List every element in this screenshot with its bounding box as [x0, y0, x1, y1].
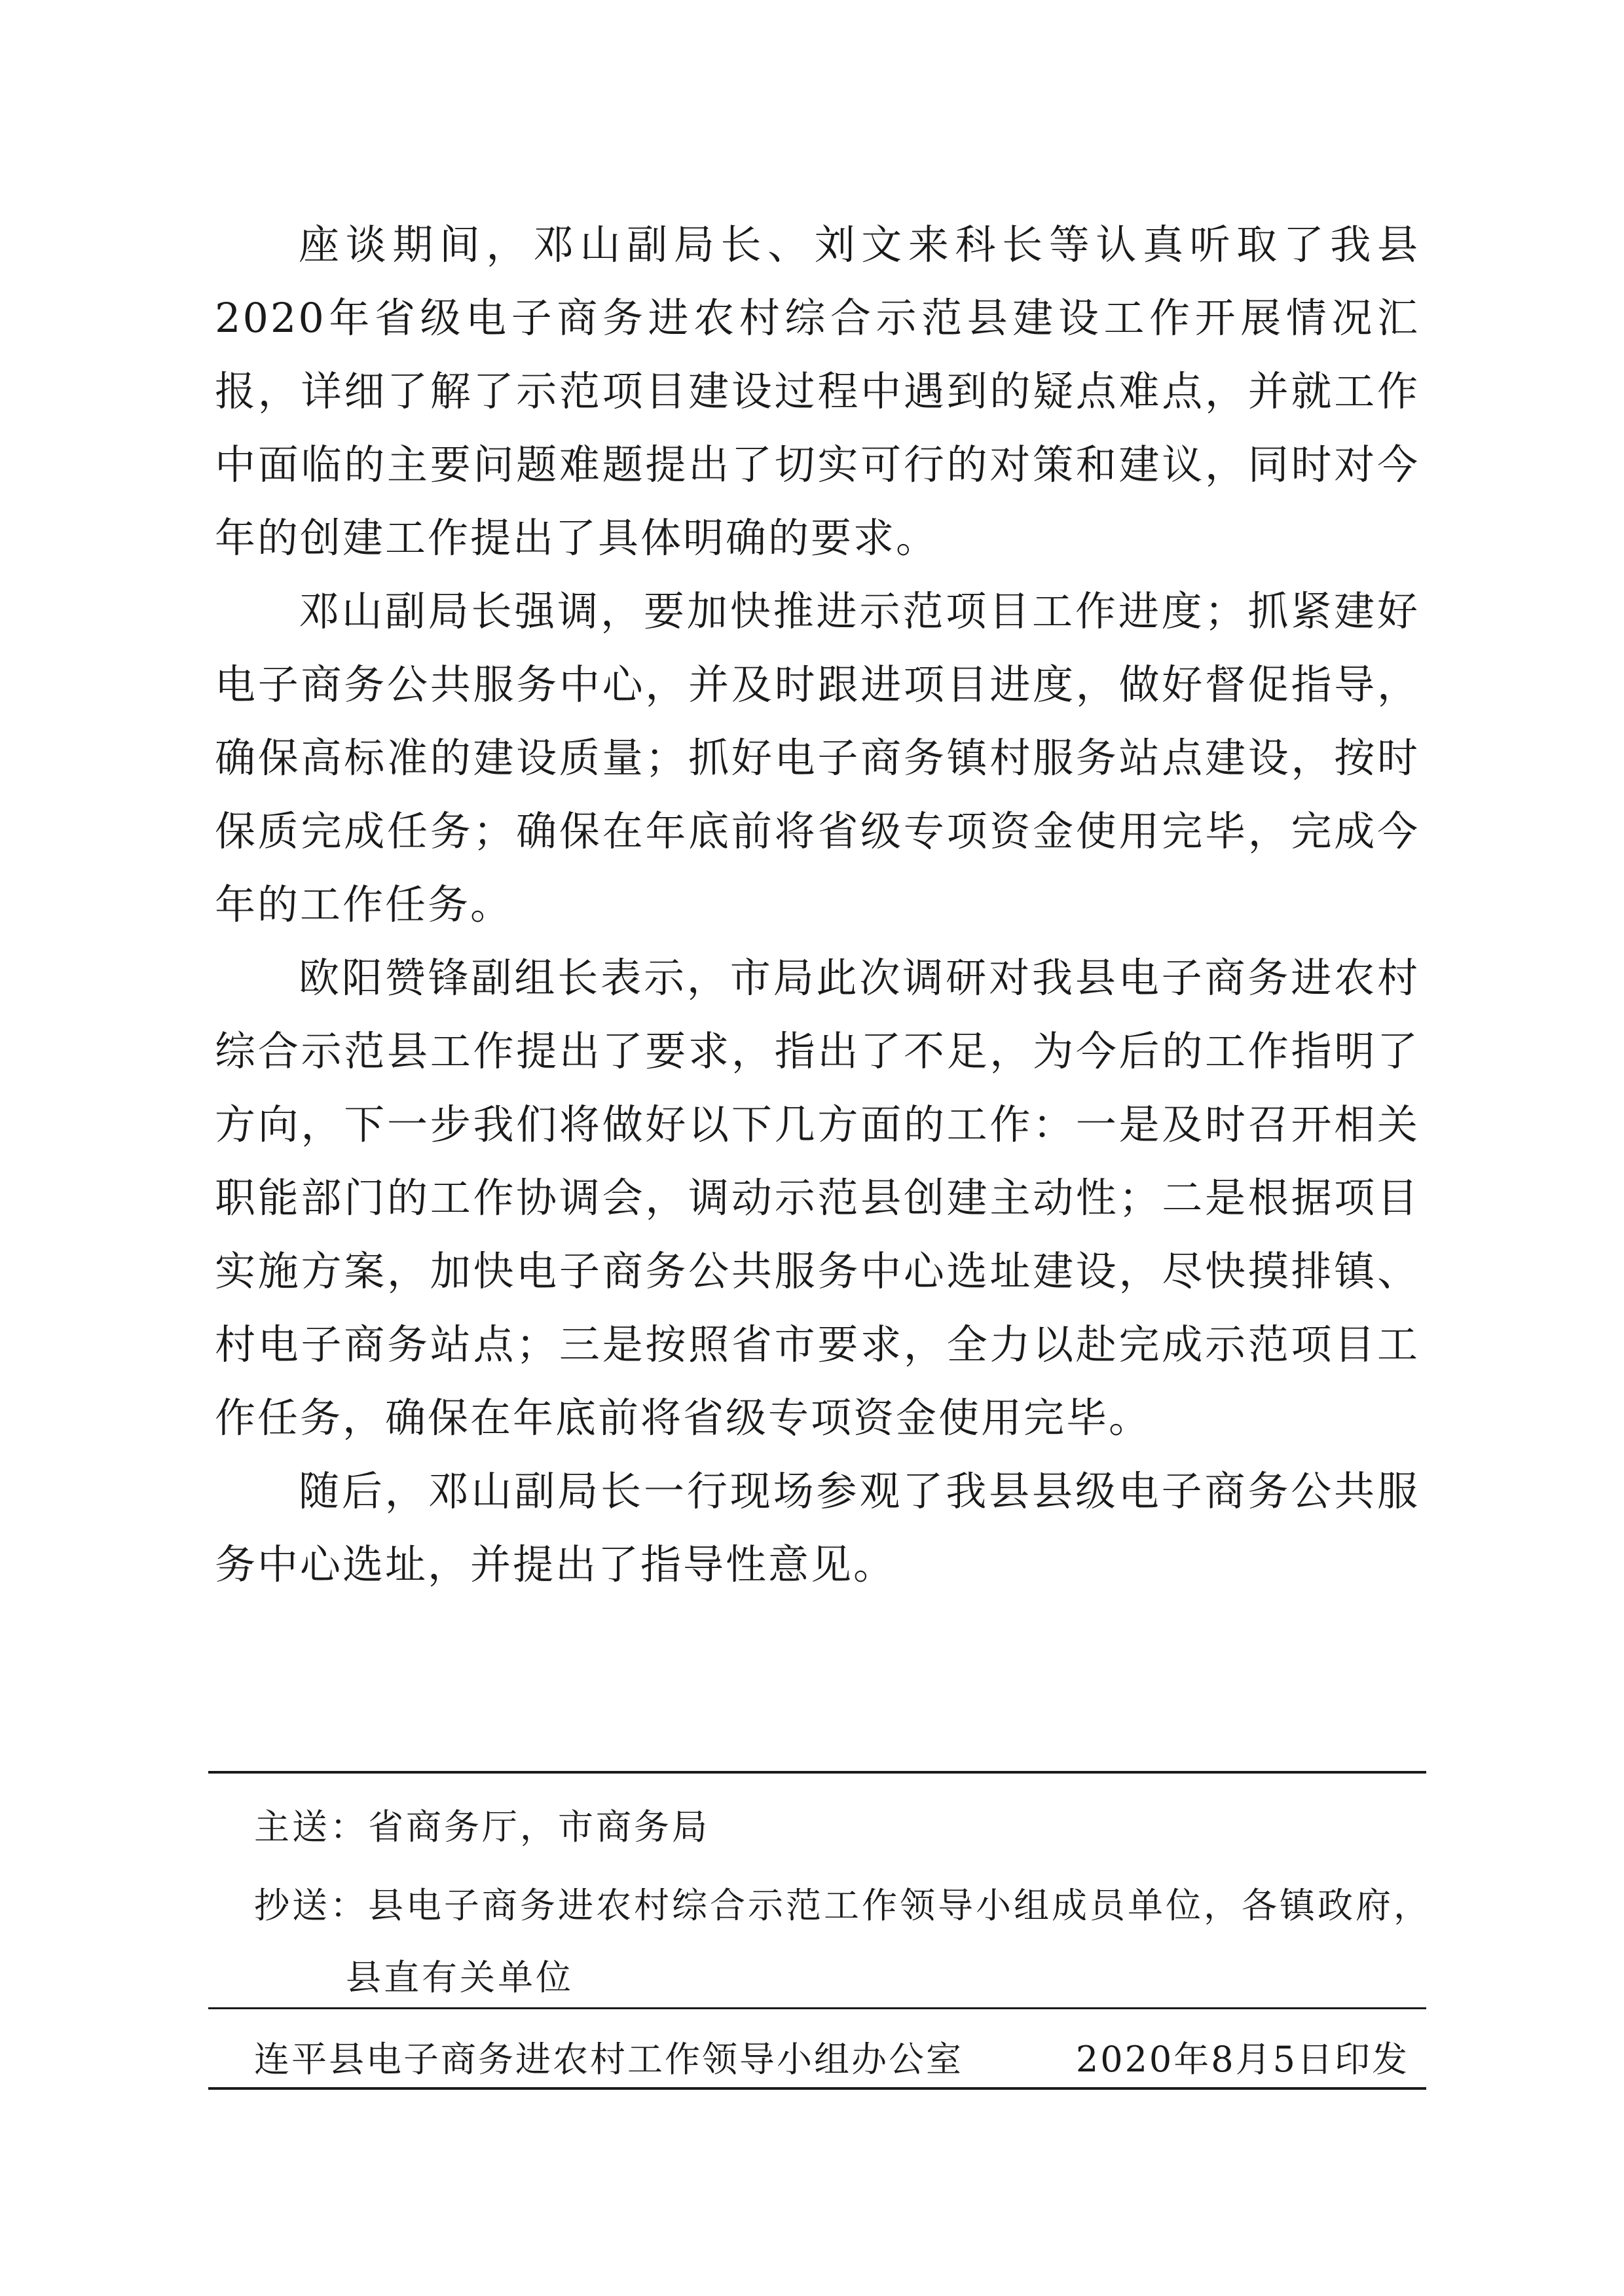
cc-line: [254, 1878, 1431, 1928]
document-body: [215, 208, 1420, 1601]
main-send-line: [254, 1799, 710, 1850]
paragraph-3: 欧阳赞锋副组长表示，市局此次调研对我县电子商务进农村综合示范县工作提出了要求，指出了不足，为今后的工作指明了方向，下一步我们将做好以下几方面的工作：一是及时召开相关职能部门的工作协调会，调动示范县创建主动性；二是根据项目实施方案，加快电子商务公共服务中心选址建设，尽快摸排镇、村电子商务站点；三是按照省市要求，全力以赴完成示范项目工作任务，确保在年底前将省级专项资金使用完毕。: [215, 954, 1420, 1442]
paragraph-4: 随后，邓山副局长一行现场参观了我县县级电子商务公共服务中心选址，并提出了指导性意见。: [215, 1467, 1420, 1588]
footer-top-rule: [208, 1771, 1426, 1774]
main-send-label: 主送：: [254, 1806, 368, 1848]
issuer: 连平县电子商务进农村工作领导小组办公室: [254, 2039, 963, 2080]
cc-value-line1: 县电子商务进农村综合示范工作领导小组成员单位，各镇政府，: [368, 1885, 1431, 1926]
cc-label: 抄送：: [254, 1885, 368, 1926]
paragraph-1: 座谈期间，邓山副局长、刘文来科长等认真听取了我县2020年省级电子商务进农村综合示范县建设工作开展情况汇报，详细了解了示范项目建设过程中遇到的疑点难点，并就工作中面临的主要问题难题提出了切实可行的对策和建议，同时对今年的创建工作提出了具体明确的要求。: [215, 221, 1420, 562]
footer-bottom-rule: [208, 2087, 1426, 2090]
cc-value-line2: 县直有关单位: [346, 1957, 574, 1998]
paragraph-2: 邓山副局长强调，要加快推进示范项目工作进度；抓紧建好电子商务公共服务中心，并及时跟进项目进度，做好督促指导，确保高标准的建设质量；抓好电子商务镇村服务站点建设，按时保质完成任务；确保在年底前将省级专项资金使用完毕，完成今年的工作任务。: [215, 587, 1420, 928]
issue-date: 2020年8月5日印发: [1075, 2039, 1409, 2080]
footer-middle-rule: [208, 2007, 1426, 2009]
main-send-value: 省商务厅，市商务局: [368, 1806, 710, 1848]
